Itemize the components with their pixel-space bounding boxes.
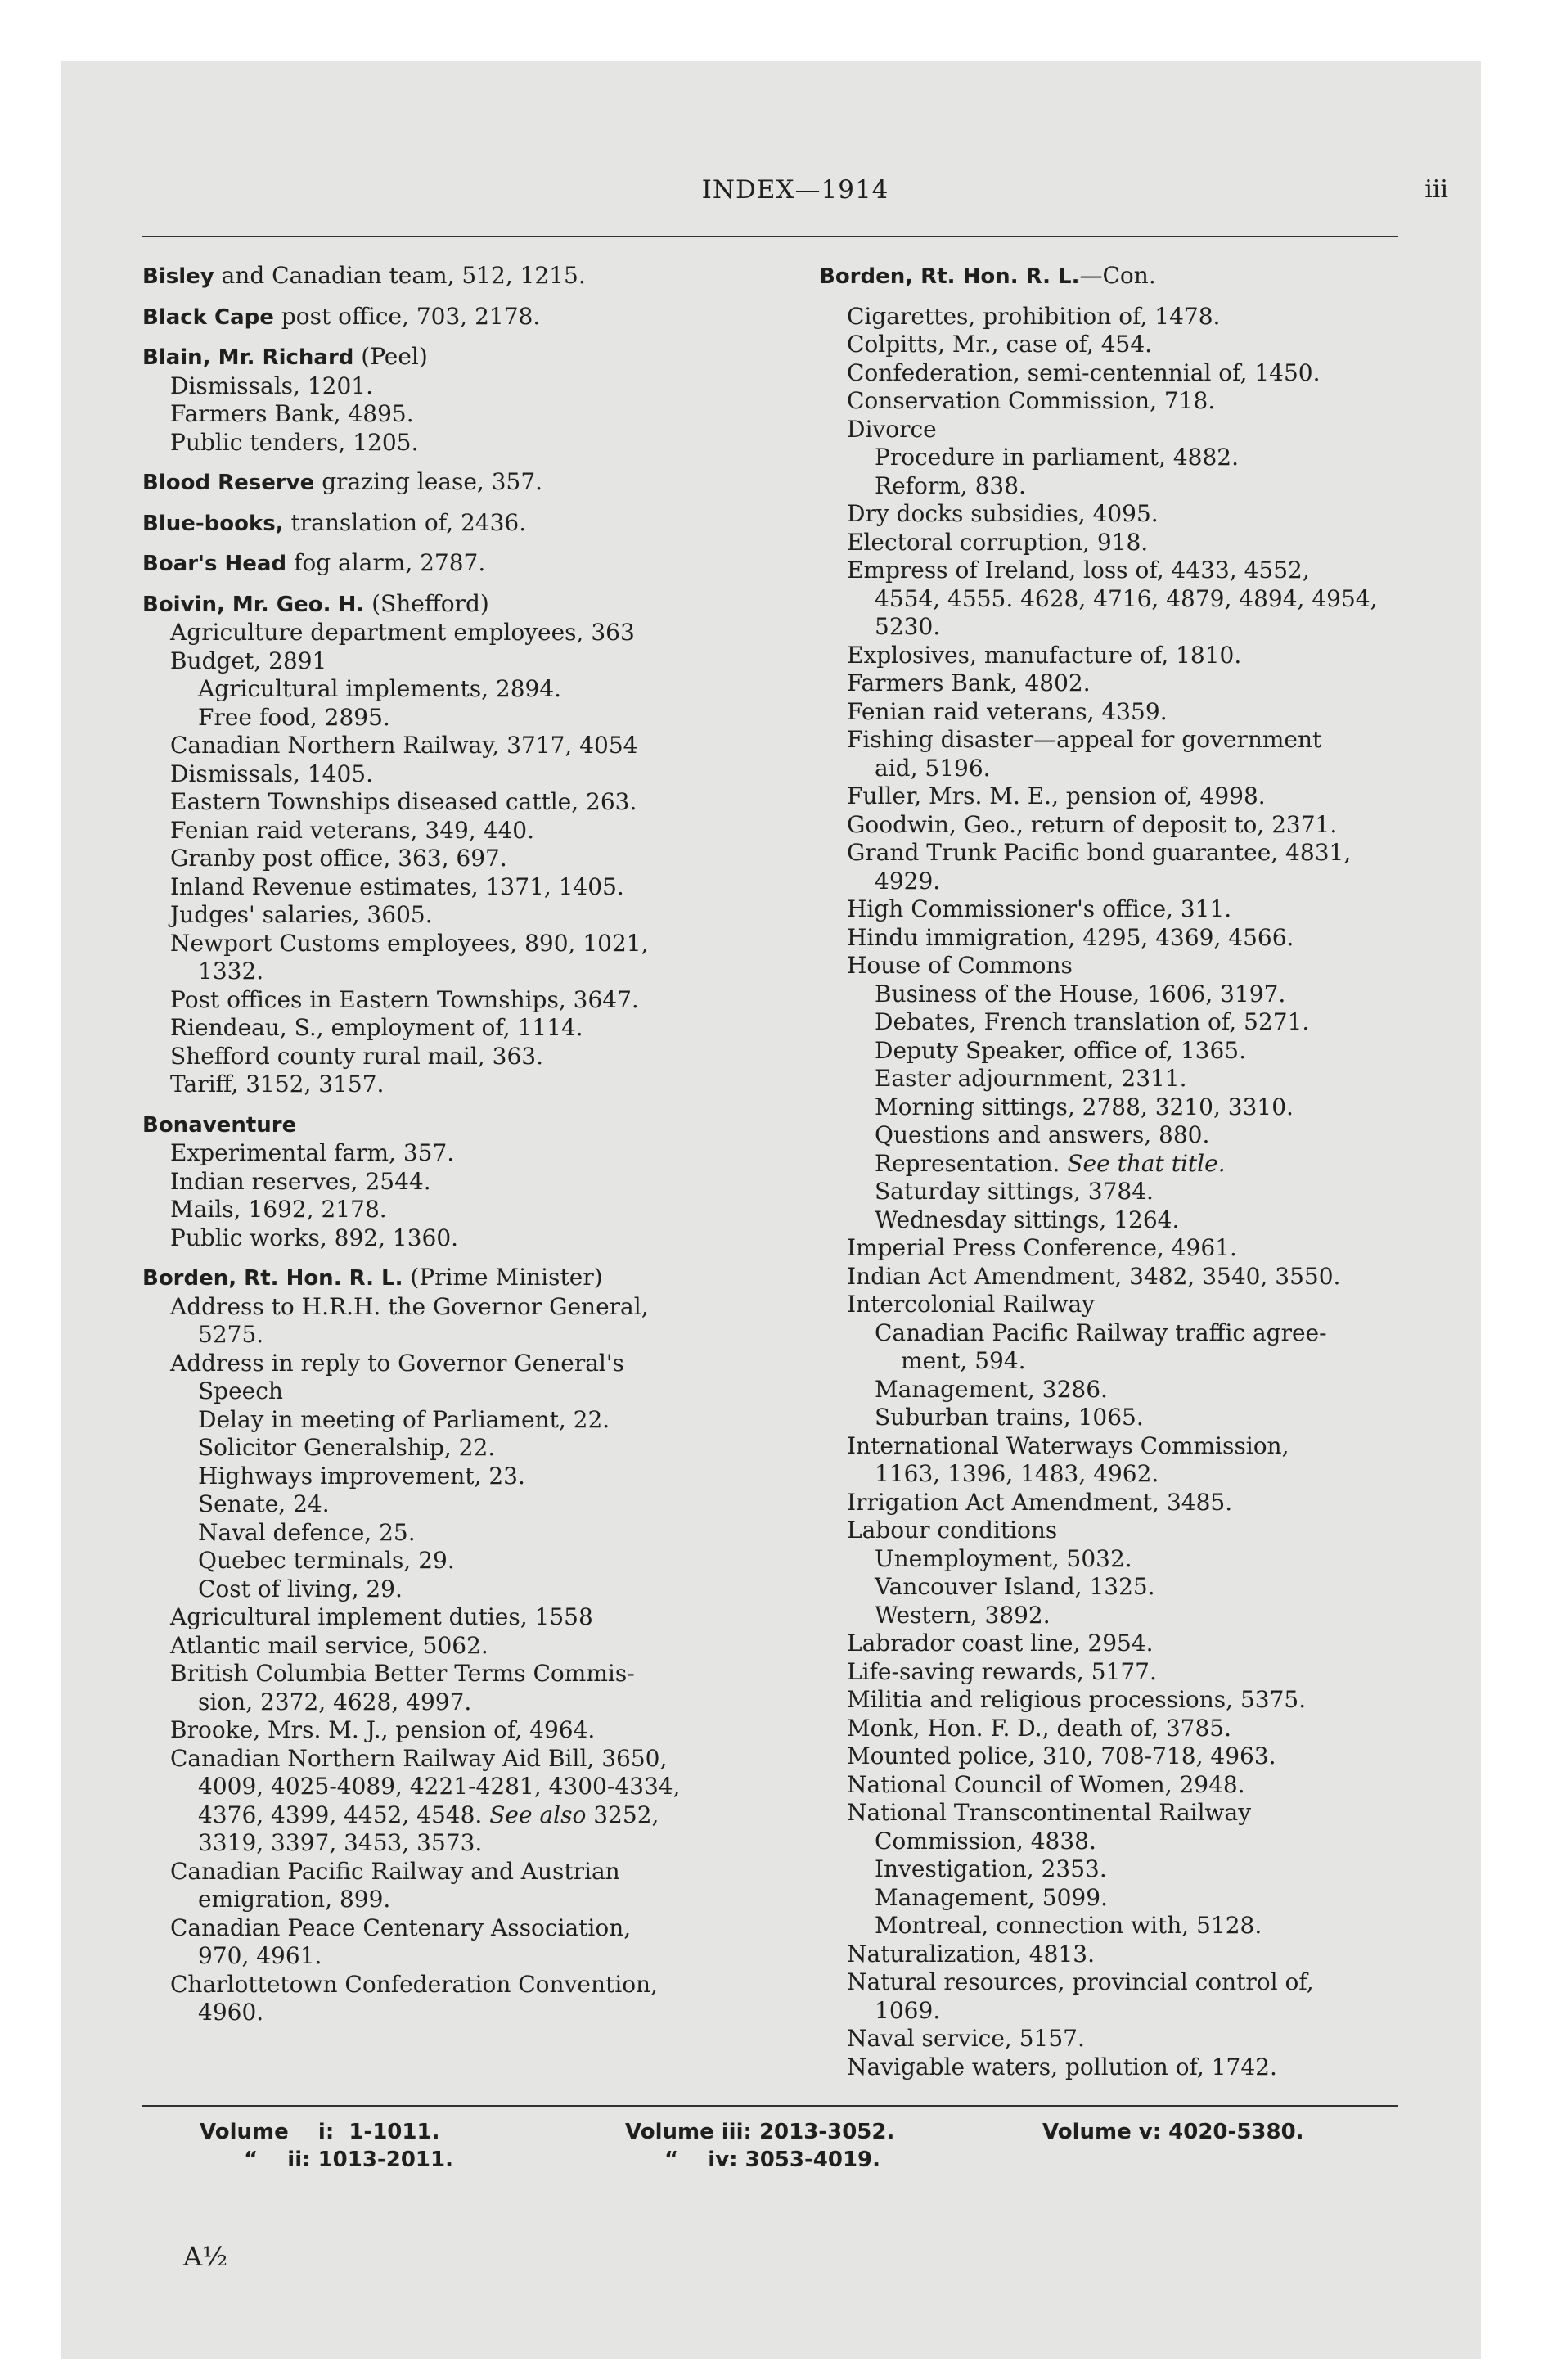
index-entry: Post offices in Eastern Townships, 3647. — [170, 985, 639, 1013]
index-entry: Granby post office, 363, 697. — [170, 845, 507, 872]
index-heading-name: Black Cape — [142, 304, 274, 330]
index-entry: Naval service, 5157. — [847, 2025, 1085, 2052]
index-entry: Canadian Northern Railway Aid Bill, 3650, — [170, 1744, 668, 1772]
index-heading — [142, 1111, 846, 1140]
index-entry: Goodwin, Geo., return of deposit to, 2371. — [847, 810, 1338, 838]
index-heading — [142, 509, 846, 539]
volume-v: Volume v: 4020-5380. — [1042, 2120, 1304, 2144]
footer-rule — [142, 2105, 1398, 2107]
index-heading-name: Boivin, Mr. Geo. H. — [142, 592, 365, 617]
index-entry: Business of the House, 1606, 3197. — [875, 980, 1286, 1007]
index-heading-rest: and Canadian team, 512, 1215. — [214, 262, 586, 289]
index-entry: Vancouver Island, 1325. — [875, 1573, 1155, 1600]
index-entry: Questions and answers, 880. — [875, 1121, 1210, 1148]
index-entry: Riendeau, S., employment of, 1114. — [170, 1014, 583, 1041]
index-entry: Labour conditions — [847, 1517, 1058, 1544]
index-entry: Conservation Commission, 718. — [847, 387, 1216, 414]
page-title: INDEX—1914 — [701, 175, 889, 205]
index-entry: Brooke, Mrs. M. J., pension of, 4964. — [170, 1716, 596, 1743]
index-heading-rest: (Peel) — [353, 343, 428, 370]
index-entry: Free food, 2895. — [198, 703, 390, 731]
index-heading-name: Bonaventure — [142, 1112, 297, 1138]
index-entry: Agriculture department employees, 363 — [170, 619, 635, 646]
index-heading-rest: translation of, 2436. — [283, 508, 527, 536]
index-entry: Address to H.R.H. the Governor General, — [170, 1292, 649, 1320]
index-entry: Intercolonial Railway — [847, 1291, 1095, 1318]
index-entry: Agricultural implement duties, 1558 — [170, 1603, 593, 1630]
index-entry: Judges' salaries, 3605. — [170, 901, 433, 928]
index-entry: Canadian Northern Railway, 3717, 4054 — [170, 732, 638, 759]
index-entry: Public works, 892, 1360. — [170, 1224, 459, 1251]
cross-reference: See also — [489, 1801, 587, 1828]
index-entry: Colpitts, Mr., case of, 454. — [847, 331, 1153, 358]
index-entry: Fenian raid veterans, 349, 440. — [170, 816, 535, 844]
index-entry: Navigable waters, pollution of, 1742. — [847, 2053, 1277, 2080]
signature-mark: A½ — [183, 2241, 228, 2272]
index-entry: 4554, 4555. 4628, 4716, 4879, 4894, 4954, — [875, 584, 1378, 612]
index-entry: Public tenders, 1205. — [170, 428, 419, 456]
index-entry: Cost of living, 29. — [198, 1575, 403, 1602]
index-entry: Deputy Speaker, office of, 1365. — [875, 1036, 1247, 1064]
cross-reference: See that title. — [1067, 1149, 1226, 1177]
right-column — [819, 262, 1465, 2081]
left-column — [142, 262, 846, 2027]
index-entry: 5275. — [198, 1321, 264, 1348]
index-entry: Canadian Pacific Railway and Austrian — [170, 1857, 620, 1885]
index-entry: Farmers Bank, 4895. — [170, 400, 414, 427]
index-entry: Experimental farm, 357. — [170, 1139, 455, 1166]
index-entry: Western, 3892. — [875, 1601, 1051, 1629]
index-entry: Management, 3286. — [875, 1375, 1108, 1403]
index-entry: Dry docks subsidies, 4095. — [847, 500, 1159, 527]
index-entry: Indian reserves, 2544. — [170, 1167, 431, 1195]
index-entry: Address in reply to Governor General's — [170, 1349, 624, 1377]
index-entry: Shefford county rural mail, 363. — [170, 1042, 543, 1070]
index-entry — [142, 1801, 846, 1830]
index-entry: Suburban trains, 1065. — [875, 1404, 1144, 1431]
index-entry: Mails, 1692, 2178. — [170, 1196, 387, 1223]
index-entry: 1069. — [875, 1996, 941, 2024]
index-heading-rest: (Shefford) — [364, 589, 489, 617]
index-heading — [142, 262, 846, 291]
index-entry: Monk, Hon. F. D., death of, 3785. — [847, 1714, 1232, 1742]
index-entry: Quebec terminals, 29. — [198, 1547, 455, 1574]
index-entry: 970, 4961. — [198, 1942, 322, 1969]
index-entry: House of Commons — [847, 952, 1073, 979]
index-entry: Explosives, manufacture of, 1810. — [847, 641, 1242, 669]
index-heading-rest: grazing lease, 357. — [314, 468, 543, 495]
index-heading — [819, 262, 1465, 291]
index-heading-name: Bisley — [142, 264, 214, 289]
index-entry: Atlantic mail service, 5062. — [170, 1631, 488, 1659]
index-entry: emigration, 899. — [198, 1886, 391, 1913]
index-entry: Canadian Peace Centenary Association, — [170, 1913, 632, 1941]
index-heading-name: Blain, Mr. Richard — [142, 345, 354, 370]
index-entry: Tariff, 3152, 3157. — [170, 1071, 385, 1098]
index-entry: Grand Trunk Pacific bond guarantee, 4831, — [847, 839, 1352, 866]
index-entry — [819, 1150, 1465, 1179]
index-entry: 5230. — [875, 613, 941, 640]
index-heading-name: Borden, Rt. Hon. R. L. — [142, 1266, 403, 1291]
entry-text: 4376, 4399, 4452, 4548. — [198, 1801, 490, 1828]
index-heading-name: Borden, Rt. Hon. R. L. — [819, 264, 1080, 289]
index-heading-rest: —Con. — [1079, 262, 1156, 289]
index-entry: Naturalization, 4813. — [847, 1940, 1095, 1968]
index-entry: Naval defence, 25. — [198, 1518, 416, 1546]
index-entry: Budget, 2891 — [170, 647, 327, 674]
index-entry: Montreal, connection with, 5128. — [875, 1912, 1262, 1939]
index-entry: Charlottetown Confederation Convention, — [170, 1970, 658, 1998]
index-entry: Commission, 4838. — [875, 1827, 1096, 1855]
index-entry: 4929. — [875, 867, 941, 895]
index-heading — [142, 590, 846, 620]
page-number: iii — [1424, 175, 1448, 204]
page-header — [142, 175, 1448, 224]
index-entry: Divorce — [847, 415, 937, 443]
index-entry: aid, 5196. — [875, 754, 991, 782]
index-entry: 1332. — [198, 958, 264, 985]
header-rule — [142, 236, 1398, 237]
index-entry: Indian Act Amendment, 3482, 3540, 3550. — [847, 1262, 1341, 1290]
index-entry: sion, 2372, 4628, 4997. — [198, 1688, 472, 1715]
index-entry: Militia and religious processions, 5375. — [847, 1686, 1307, 1713]
index-entry: Delay in meeting of Parliament, 22. — [198, 1405, 610, 1433]
index-entry: Empress of Ireland, loss of, 4433, 4552, — [847, 557, 1310, 584]
volume-iii: Volume iii: 2013-3052. — [625, 2120, 895, 2144]
index-entry: National Council of Women, 2948. — [847, 1770, 1245, 1798]
index-heading-rest: post office, 703, 2178. — [273, 302, 541, 330]
index-heading-rest: (Prime Minister) — [403, 1264, 603, 1291]
index-entry: Debates, French translation of, 5271. — [875, 1008, 1310, 1035]
index-entry: Fuller, Mrs. M. E., pension of, 4998. — [847, 782, 1266, 809]
volume-footer — [61, 2120, 1481, 2218]
index-entry: 4960. — [198, 1999, 264, 2026]
index-heading — [142, 549, 846, 579]
index-entry: Senate, 24. — [198, 1490, 330, 1517]
index-entry: Solicitor Generalship, 22. — [198, 1434, 496, 1461]
entry-text: Representation. — [875, 1149, 1068, 1177]
index-entry: 3319, 3397, 3453, 3573. — [198, 1829, 483, 1856]
volume-iv: “ iv: 3053-4019. — [664, 2148, 880, 2172]
index-entry: Labrador coast line, 2954. — [847, 1629, 1154, 1657]
index-entry: Dismissals, 1201. — [170, 372, 373, 399]
index-entry: Easter adjournment, 2311. — [875, 1065, 1187, 1092]
index-entry: International Waterways Commission, — [847, 1431, 1289, 1459]
index-entry: Canadian Pacific Railway traffic agree- — [875, 1318, 1327, 1346]
index-heading — [142, 1264, 846, 1293]
index-entry: Cigarettes, prohibition of, 1478. — [847, 302, 1221, 330]
index-entry: Eastern Townships diseased cattle, 263. — [170, 788, 637, 815]
index-entry: Mounted police, 310, 708-718, 4963. — [847, 1742, 1276, 1769]
index-entry: Irrigation Act Amendment, 3485. — [847, 1488, 1233, 1516]
index-heading-name: Blood Reserve — [142, 471, 315, 495]
index-entry: Natural resources, provincial control of, — [847, 1968, 1314, 1995]
index-entry: Speech — [198, 1377, 283, 1404]
index-entry: Electoral corruption, 918. — [847, 528, 1149, 556]
index-entry: Investigation, 2353. — [875, 1855, 1107, 1882]
index-entry: Inland Revenue estimates, 1371, 1405. — [170, 872, 624, 900]
index-entry: Farmers Bank, 4802. — [847, 669, 1091, 696]
index-heading — [142, 343, 846, 372]
index-entry: 4009, 4025-4089, 4221-4281, 4300-4334, — [198, 1773, 681, 1800]
index-entry: National Transcontinental Railway — [847, 1799, 1252, 1826]
index-entry: Saturday sittings, 3784. — [875, 1178, 1154, 1205]
index-entry: Morning sittings, 2788, 3210, 3310. — [875, 1093, 1294, 1120]
index-entry: High Commissioner's office, 311. — [847, 895, 1232, 922]
index-entry: Agricultural implements, 2894. — [198, 675, 562, 702]
index-entry: 1163, 1396, 1483, 4962. — [875, 1460, 1159, 1487]
index-entry: Wednesday sittings, 1264. — [875, 1206, 1180, 1233]
volume-ii: “ ii: 1013-2011. — [244, 2148, 453, 2172]
index-entry: Imperial Press Conference, 4961. — [847, 1234, 1237, 1261]
index-entry: Unemployment, 5032. — [875, 1544, 1132, 1572]
index-entry: ment, 594. — [901, 1347, 1026, 1374]
index-entry: Highways improvement, 23. — [198, 1462, 525, 1490]
index-entry: Confederation, semi-centennial of, 1450. — [847, 358, 1321, 386]
index-entry: Fenian raid veterans, 4359. — [847, 697, 1168, 725]
index-heading-name: Boar's Head — [142, 552, 287, 576]
index-heading — [142, 468, 846, 498]
index-entry: Life-saving rewards, 5177. — [847, 1657, 1157, 1685]
index-entry: British Columbia Better Terms Commis- — [170, 1660, 635, 1687]
index-heading-rest: fog alarm, 2787. — [286, 549, 486, 576]
volume-i: Volume i: 1-1011. — [200, 2120, 440, 2144]
index-entry: Hindu immigration, 4295, 4369, 4566. — [847, 923, 1294, 951]
index-entry: Management, 5099. — [875, 1883, 1108, 1911]
index-page — [61, 61, 1481, 2359]
index-entry: Reform, 838. — [875, 471, 1026, 499]
entry-text: 3252, — [586, 1801, 659, 1828]
index-entry: Dismissals, 1405. — [170, 760, 373, 787]
index-heading-name: Blue-books, — [142, 511, 284, 536]
index-entry: Procedure in parliament, 4882. — [875, 444, 1240, 471]
index-entry: Fishing disaster—appeal for government — [847, 726, 1322, 753]
index-heading — [142, 303, 846, 332]
index-entry: Newport Customs employees, 890, 1021, — [170, 929, 649, 957]
